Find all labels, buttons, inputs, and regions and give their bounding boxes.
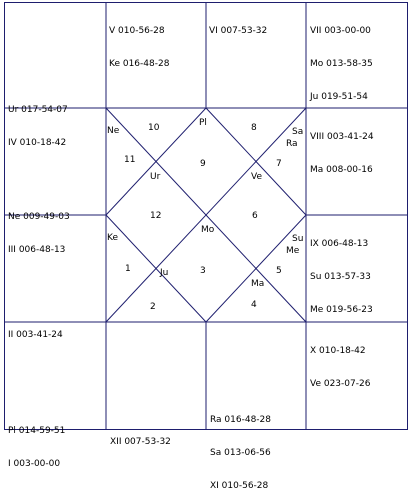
cell-top-left: [8, 83, 68, 160]
cell-mid-top-left: [8, 190, 70, 267]
cell-mid-top-right: [310, 110, 374, 187]
cell-line: I 003-00-00: [8, 459, 61, 469]
cell-top-mid-right: [209, 4, 267, 48]
cell-line: Ve 023-07-26: [310, 379, 371, 389]
planet-label-ma: Ma: [251, 279, 265, 289]
cell-line: Ju 019-51-54: [310, 92, 368, 102]
cell-bot-mid-right: [210, 393, 271, 503]
planet-label-su: Su: [292, 234, 304, 244]
house-number-8: 8: [251, 123, 257, 133]
house-number-5: 5: [276, 266, 282, 276]
cell-line: Ra 016-48-28: [210, 415, 272, 425]
planet-labels: [107, 118, 303, 289]
cell-line: II 003-41-24: [8, 330, 63, 340]
cell-mid-bot-right: [310, 217, 373, 327]
cell-bot-right: [310, 324, 370, 401]
planet-label-ke: Ke: [107, 233, 118, 243]
house-number-11: 11: [124, 155, 136, 165]
house-number-12: 12: [150, 211, 162, 221]
house-number-4: 4: [251, 300, 257, 310]
cell-bot-mid-left: [110, 415, 171, 459]
planet-label-ra: Ra: [286, 139, 298, 149]
house-number-9: 9: [200, 159, 206, 169]
cell-line: XI 010-56-28: [210, 481, 269, 491]
planet-label-mo: Mo: [201, 225, 215, 235]
planet-label-ne: Ne: [107, 126, 120, 136]
planet-label-me: Me: [286, 246, 300, 256]
cell-top-right: [310, 4, 373, 114]
planet-label-ju: Ju: [160, 268, 169, 278]
planet-label-sa: Sa: [292, 127, 304, 137]
house-number-7: 7: [276, 159, 282, 169]
cell-line: III 006-48-13: [8, 245, 66, 255]
cell-line: IV 010-18-42: [8, 138, 67, 148]
cell-line: X 010-18-42: [310, 346, 366, 356]
planet-label-ur: Ur: [150, 172, 161, 182]
cell-bot-left: [8, 404, 65, 481]
cell-line: VIII 003-41-24: [310, 132, 374, 142]
cell-line: Pl 014-59-51: [8, 426, 66, 436]
cell-line: Ne 009-49-03: [8, 212, 70, 222]
cell-mid-bot-left: [8, 308, 63, 352]
cell-line: Mo 013-58-35: [310, 59, 373, 69]
house-number-2: 2: [150, 302, 156, 312]
cell-line: VII 003-00-00: [310, 26, 371, 36]
cell-line: Su 013-57-33: [310, 272, 371, 282]
planet-label-ve: Ve: [251, 172, 262, 182]
cell-line: V 010-56-28: [109, 26, 165, 36]
cell-top-mid-left: [109, 4, 169, 81]
cell-line: Ur 017-54-07: [8, 105, 68, 115]
house-number-6: 6: [252, 211, 258, 221]
cell-line: XII 007-53-32: [110, 437, 171, 447]
cell-line: VI 007-53-32: [209, 26, 268, 36]
cell-line: Ma 008-00-16: [310, 165, 373, 175]
planet-label-pl: Pl: [199, 118, 207, 128]
house-number-1: 1: [125, 264, 131, 274]
cell-line: Ke 016-48-28: [109, 59, 170, 69]
house-number-10: 10: [148, 123, 160, 133]
cell-line: Me 019-56-23: [310, 305, 373, 315]
cell-line: IX 006-48-13: [310, 239, 369, 249]
house-number-3: 3: [200, 266, 206, 276]
cell-line: Sa 013-06-56: [210, 448, 271, 458]
